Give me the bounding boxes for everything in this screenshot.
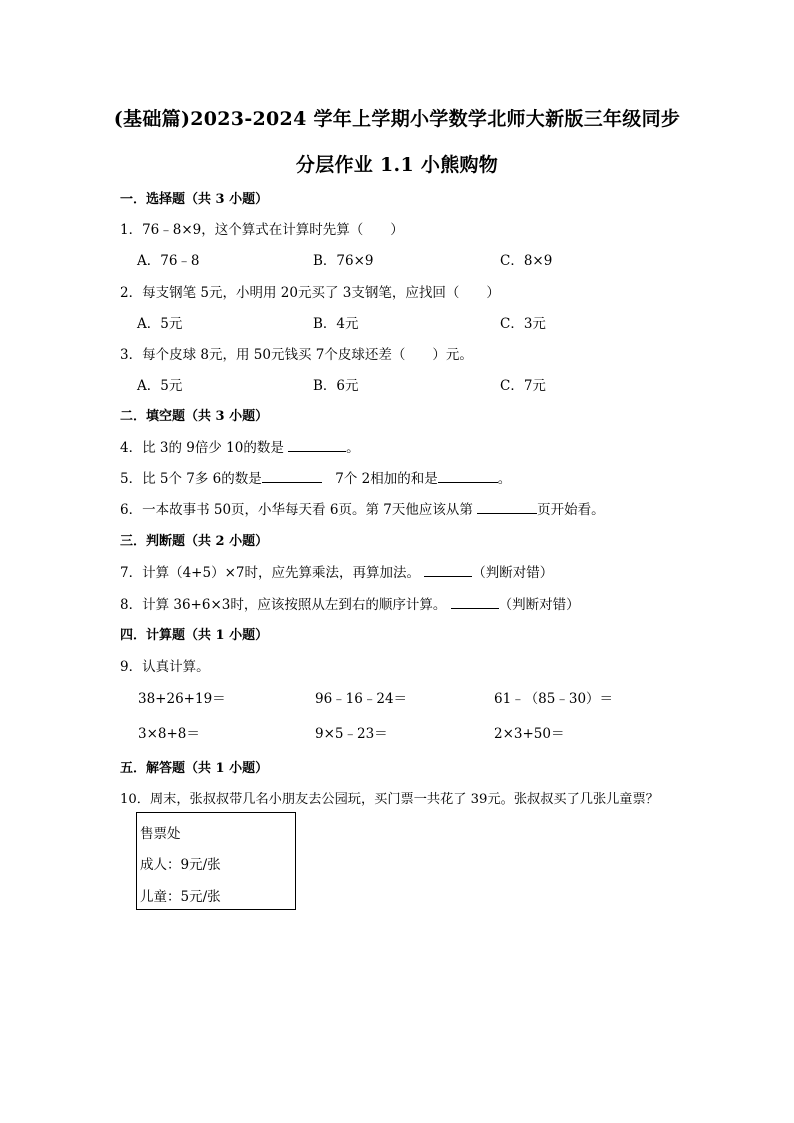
ticket-box-title: 售票处 bbox=[140, 826, 181, 842]
question-9: 9．认真计算。 bbox=[120, 659, 210, 675]
q1-option-b: B．76×9 bbox=[313, 253, 374, 269]
q4-answer-blank[interactable] bbox=[288, 439, 346, 452]
q5-answer-blank-2[interactable] bbox=[438, 470, 498, 483]
q8-text-end: （判断对错） bbox=[498, 597, 580, 613]
q4-text: 4．比 3的 9倍少 10的数是 bbox=[120, 440, 289, 456]
title-line-1: (基础篇)2023-2024 学年上学期小学数学北师大新版三年级同步 bbox=[113, 108, 681, 130]
q7-text: 7．计算（4+5）×7时，应先算乘法，再算加法。 bbox=[120, 565, 425, 581]
section-heading-answer: 五．解答题（共 1 小题） bbox=[120, 761, 269, 776]
q2-option-c: C．3元 bbox=[500, 316, 546, 332]
q8-answer-blank[interactable] bbox=[451, 596, 499, 609]
title-line-2: 分层作业 1.1 小熊购物 bbox=[295, 154, 499, 176]
q5-text-mid: 7个 2相加的和是 bbox=[321, 471, 438, 487]
question-8 bbox=[120, 593, 580, 613]
section-heading-fill: 二．填空题（共 3 小题） bbox=[120, 409, 269, 424]
q7-text-end: （判断对错） bbox=[472, 565, 554, 581]
q2-option-a: A．5元 bbox=[137, 316, 183, 332]
q1-option-a: A．76﹣8 bbox=[137, 253, 200, 269]
ticket-price-box bbox=[136, 812, 296, 910]
question-4 bbox=[120, 436, 360, 456]
calc-item: 38+26+19＝ bbox=[138, 691, 226, 707]
q6-text-end: 页开始看。 bbox=[537, 502, 605, 518]
child-price: 儿童：5元/张 bbox=[140, 889, 221, 905]
q5-text-end: 。 bbox=[497, 471, 512, 487]
q1-option-c: C．8×9 bbox=[500, 253, 553, 269]
q3-option-b: B．6元 bbox=[313, 378, 359, 394]
q5-text: 5．比 5个 7多 6的数是 bbox=[120, 471, 262, 487]
question-6 bbox=[120, 498, 605, 518]
calc-item: 9×5﹣23＝ bbox=[315, 726, 388, 742]
adult-price: 成人：9元/张 bbox=[140, 857, 221, 873]
q5-answer-blank-1[interactable] bbox=[262, 470, 322, 483]
calc-item: 96﹣16﹣24＝ bbox=[315, 691, 408, 707]
calc-item: 3×8+8＝ bbox=[138, 726, 200, 742]
question-2: 2．每支钢笔 5元，小明用 20元买了 3支钢笔，应找回（ ） bbox=[120, 285, 500, 301]
q3-option-a: A．5元 bbox=[137, 378, 183, 394]
q3-option-c: C．7元 bbox=[500, 378, 546, 394]
q7-answer-blank[interactable] bbox=[424, 564, 472, 577]
q2-option-b: B．4元 bbox=[313, 316, 359, 332]
question-3: 3．每个皮球 8元，用 50元钱买 7个皮球还差（ ）元。 bbox=[120, 347, 473, 363]
q6-text: 6．一本故事书 50页，小华每天看 6页。第 7天他应该从第 bbox=[120, 502, 478, 518]
section-heading-calc: 四．计算题（共 1 小题） bbox=[120, 628, 269, 643]
question-5 bbox=[120, 467, 511, 487]
q8-text: 8．计算 36+6×3时，应该按照从左到右的顺序计算。 bbox=[120, 597, 451, 613]
section-heading-choice: 一．选择题（共 3 小题） bbox=[120, 192, 269, 207]
calc-item: 61﹣（85﹣30）＝ bbox=[494, 691, 614, 707]
question-1: 1．76﹣8×9，这个算式在计算时先算（ ） bbox=[120, 222, 404, 238]
section-heading-judge: 三．判断题（共 2 小题） bbox=[120, 534, 269, 549]
calc-item: 2×3+50＝ bbox=[494, 726, 565, 742]
question-10: 10．周末，张叔叔带几名小朋友去公园玩，买门票一共花了 39元。张叔叔买了几张儿童票？ bbox=[120, 792, 659, 807]
question-7 bbox=[120, 561, 553, 581]
q6-answer-blank[interactable] bbox=[477, 501, 537, 514]
q4-text-end: 。 bbox=[346, 440, 360, 456]
